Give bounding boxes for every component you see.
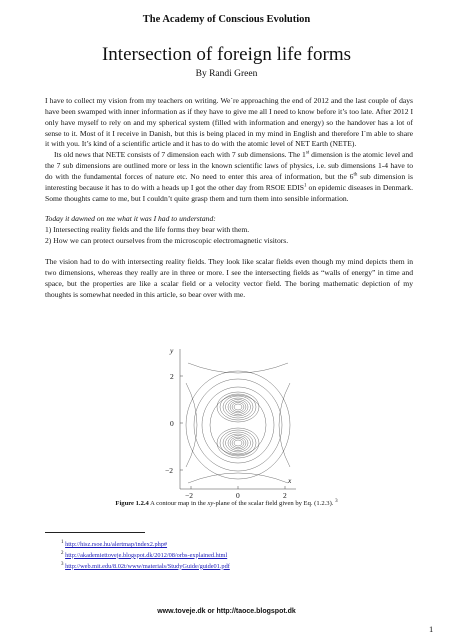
paragraph-italic: Today it dawned on me what it was I had to understand:: [45, 214, 216, 224]
x-axis-label: x: [288, 476, 292, 485]
footnote-ref[interactable]: 3: [335, 498, 338, 504]
caption-text: -plane of the scalar field given by Eq. (1.2.3).: [213, 500, 336, 507]
footnote-number: 1: [61, 539, 64, 545]
y-tick-label: 0: [170, 419, 174, 428]
caption-label: Figure 1.2.4: [115, 500, 149, 507]
footnote-number: 2: [61, 550, 64, 556]
paragraph-dimensions: [45, 150, 413, 204]
x-tick-label: 0: [236, 491, 240, 500]
footnote-item: [61, 540, 230, 551]
footnote-divider: [45, 532, 145, 533]
footnote-item: [61, 562, 230, 573]
article-body: [45, 96, 413, 300]
paragraph-text: Its old news that NETE consists of 7 dimension each with 7 sub dimensions. The 1: [54, 150, 306, 160]
x-tick-label: −2: [185, 491, 193, 500]
spacer: [45, 204, 413, 214]
y-tick-label: 2: [170, 372, 174, 381]
figure-caption: [0, 500, 453, 507]
list-item: 1) Intersecting reality fields and the life forms they bear with them.: [45, 225, 250, 235]
superscript: th: [353, 172, 358, 178]
spacer: [45, 247, 413, 257]
page-footer[interactable]: www.toveje.dk or http://taoce.blogspot.dk: [157, 608, 296, 615]
paragraph-intro: I have to collect my vision from my teachers on writing. We´re approaching the end of 2012 and the last couple of days have been swamped with inner information as if they have to give me all I need to know before it’s too late. After 2012 I only have myself to rely on and my spherical system (filled with information and energy) so the handover has a lot of sense to it. Most of it I receive in Danish, but this is being placed in my mind in English and therefore I´m able to share it with you. It’s kind of a scientific article and it has to do with the atomic level of NET Earth (NETE).: [45, 96, 413, 149]
paragraph-text: dimension is the atomic level and the 7 sub dimensions are outlined more or less in the known scientific laws of physics, i.e. sub dimensions 1-4 have to do with the fundamental forces of nature etc. No need to enter this area of information, but the 6: [45, 150, 413, 181]
page-header: The Academy of Conscious Evolution: [142, 14, 311, 25]
paragraph-vision: The vision had to do with intersecting reality fields. They look like scalar fields even though my mind depicts them in two dimensions, whereas they really are in three or more. I see the intersecting fields as “walls of energy” in time and space, but the properties are like a scalar field or a velocity vector field. The boring mathematic depiction of my thoughts is somewhat needed in this article, so bear over with me.: [45, 256, 413, 299]
paragraph-text: on epidemic diseases in Denmark. Some thoughts came to me, but I couldn’t quite grasp them and turn them into sensible information.: [45, 182, 413, 203]
footnotes: [61, 540, 230, 572]
footnote-ref[interactable]: 1: [304, 183, 307, 189]
footnote-link[interactable]: http://hisz.rsoe.hu/alertmap/index2.php#: [65, 541, 168, 548]
contour-lines: [186, 363, 290, 483]
page-number: 1: [429, 624, 434, 634]
paragraph-text: sub dimension is interesting because it has to do with a heads up I got the other day from RSOE EDIS: [45, 171, 413, 192]
x-tick-label: 2: [283, 491, 287, 500]
caption-text: A contour map in the: [148, 500, 208, 507]
article-title: Intersection of foreign life forms: [101, 44, 352, 65]
contour-map-figure: [158, 343, 298, 500]
y-axis-label: y: [170, 346, 174, 355]
superscript: st: [305, 150, 310, 156]
footnote-link[interactable]: http://akademiettoveje.blogspot.dk/2012/08/orbs-explained.html: [65, 551, 228, 559]
article-byline: By Randi Green: [195, 69, 258, 79]
y-tick-label: −2: [165, 466, 173, 475]
footnote-number: 3: [61, 561, 64, 567]
footnote-link[interactable]: http://web.mit.edu/8.02t/www/materials/StudyGuide/guide01.pdf: [65, 562, 230, 570]
list-item: 2) How we can protect ourselves from the microscopic electromagnetic visitors.: [45, 236, 289, 246]
caption-xy: xy: [207, 500, 214, 507]
footnote-item: [61, 551, 230, 562]
